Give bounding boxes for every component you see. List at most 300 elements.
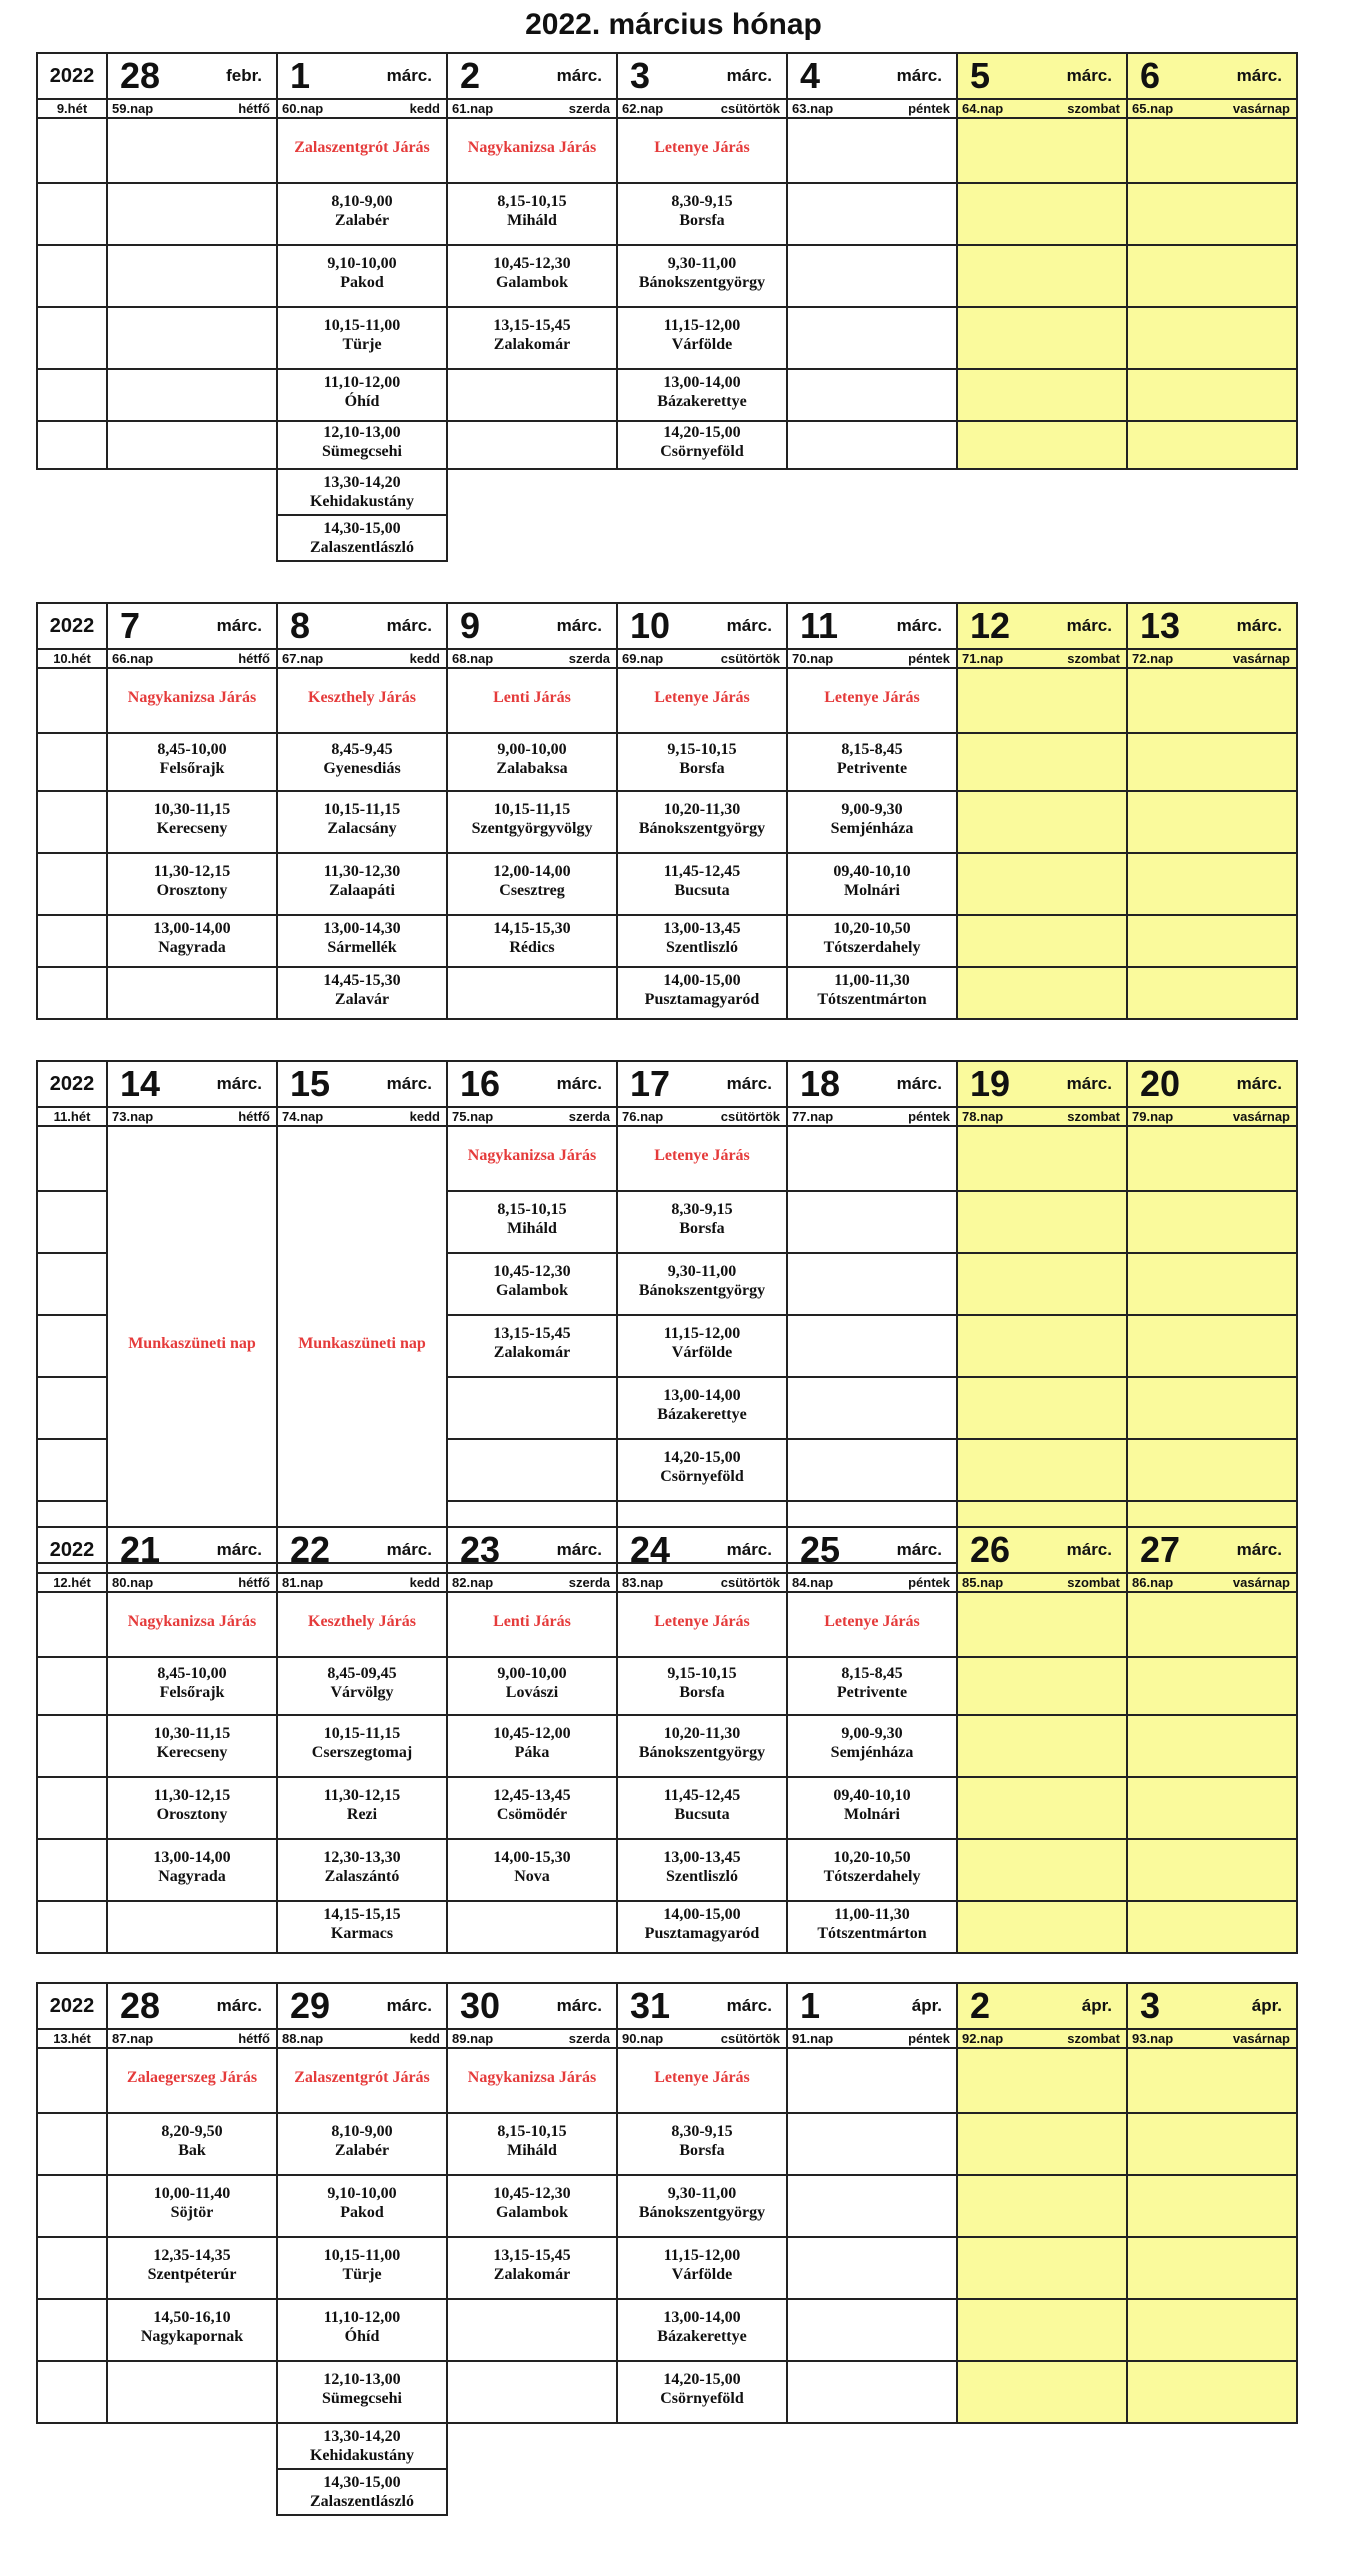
schedule-entry [618,1250,786,1312]
entry-place: Tótszerdahely [823,939,921,956]
year-label: 2022 [49,64,95,87]
entry-time: 11,30-12,15 [153,1787,231,1804]
schedule-entry [618,1836,786,1898]
weekday-name: szerda [568,2031,610,2046]
entry-time: 10,20-11,30 [663,1725,741,1742]
weekday-name: kedd [409,1109,440,1124]
entry-time: 11,30-12,15 [153,863,231,880]
day-month: márc. [896,616,942,635]
entry-place: Sármellék [327,939,397,956]
entry-place: Felsőrajk [159,1684,225,1701]
row-divider [1128,1500,1297,1502]
row-divider [38,182,107,184]
day-header [787,1527,957,1573]
day-cell [787,668,957,1019]
entry-place: Rédics [509,939,555,956]
entry-place: Várvölgy [330,1684,394,1701]
entry-place: Zalabaksa [496,760,568,777]
week-number: 10.hét [53,651,91,666]
entry-time: 13,00-13,45 [663,920,741,937]
entry-place: Borsfa [679,1684,725,1701]
row-divider [788,420,957,422]
day-number: 3 [1140,1985,1161,2026]
overflow-entries [276,2424,448,2516]
entry-time: 8,15-8,45 [841,741,903,758]
row-divider [958,1838,1127,1840]
schedule-entry [276,2422,448,2470]
year-label: 2022 [49,614,95,637]
year-label: 2022 [49,1072,95,1095]
weekday-name: vasárnap [1232,651,1290,666]
entry-time: 8,20-9,50 [161,2123,223,2140]
day-ordinal: 77.nap [792,1109,834,1124]
entry-time: 14,00-15,00 [663,972,741,989]
weekday-name: kedd [409,1575,440,1590]
day-number: 1 [800,1985,821,2026]
row-divider [788,1376,957,1378]
day-ordinal: 80.nap [112,1575,154,1590]
entry-time: 14,20-15,00 [663,1449,741,1466]
day-ordinal: 91.nap [792,2031,834,2046]
entry-place: Miháld [507,2142,557,2159]
weekday-name: péntek [908,1575,950,1590]
entry-time: 9,15-10,15 [667,1665,737,1682]
day-header [107,53,277,99]
entry-place: Zalaszentlászló [310,539,414,556]
row-divider [38,1376,107,1378]
entry-place: Semjénháza [830,820,914,837]
entry-place: Kerecseny [156,820,228,837]
schedule-entry [108,850,276,912]
day-subheader [108,2030,276,2047]
entry-place: Tótszerdahely [823,1868,921,1885]
day-month: febr. [226,66,262,85]
day-header [787,53,957,99]
day-cell [957,1592,1127,1953]
entry-place: Bánokszentgyörgy [638,820,766,837]
entry-time: 12,45-13,45 [493,1787,571,1804]
entry-place: Galambok [495,2204,568,2221]
entry-time: 10,15-11,15 [493,801,571,818]
district-label: Letenye Járás [654,2069,750,2086]
district-label: Zalaszentgrót Járás [294,139,430,156]
schedule-entry [618,788,786,850]
day-cell [617,118,787,469]
schedule-entry [448,1250,616,1312]
schedule-entry [108,1836,276,1898]
entry-place: Gyenesdiás [323,760,401,777]
day-cell [107,1126,277,1563]
entry-time: 9,10-10,00 [327,255,397,272]
entry-place: Zalabér [334,2142,390,2159]
entry-time: 10,20-10,50 [833,1849,911,1866]
district-label: Nagykanizsa Járás [467,139,597,156]
schedule-entry [448,2234,616,2296]
day-subheader [278,1574,446,1591]
week-number: 11.hét [53,1109,91,1124]
row-divider [1128,1314,1297,1316]
weekday-name: kedd [409,101,440,116]
entry-place: Borsfa [679,1220,725,1237]
district-label: Keszthely Járás [308,1613,416,1630]
entry-time: 14,15-15,30 [493,920,571,937]
row-divider [38,790,107,792]
entry-place: Sümegcsehi [322,2390,402,2407]
weekday-name: csütörtök [720,2031,780,2046]
schedule-entry [278,964,446,1016]
schedule-entry [278,1898,446,1950]
row-divider [1128,1714,1297,1716]
day-number: 20 [1140,1063,1181,1104]
day-month: márc. [726,1540,772,1559]
district-label: Letenye Járás [654,689,750,706]
row-divider [38,914,107,916]
entry-place: Bánokszentgyörgy [638,274,766,291]
day-header [957,53,1127,99]
day-header [447,1061,617,1107]
entry-place: Pakod [340,274,384,291]
row-divider [108,306,277,308]
entry-place: Bánokszentgyörgy [638,2204,766,2221]
day-header [957,1527,1127,1573]
day-cell [1127,1592,1297,1953]
week-table [36,1982,1298,2424]
row-divider [38,1438,107,1440]
entry-place: Tótszentmárton [817,991,927,1008]
week-table [36,1526,1298,1954]
day-cell [787,2048,957,2423]
day-number: 7 [120,605,141,646]
schedule-entry [278,788,446,850]
day-header [787,603,957,649]
entry-time: 9,30-11,00 [667,2185,737,2202]
row-divider [958,790,1127,792]
entry-time: 12,10-13,00 [323,424,401,441]
day-cell [957,1126,1127,1563]
row-divider [38,732,107,734]
week-side-cell [37,118,107,469]
day-number: 6 [1140,55,1161,96]
row-divider [788,1438,957,1440]
entry-place: Bázakerettye [657,2328,747,2345]
day-header [107,603,277,649]
day-cell [107,2048,277,2423]
day-ordinal: 92.nap [962,2031,1004,2046]
entry-time: 14,30-15,00 [323,520,401,537]
day-number: 13 [1140,605,1181,646]
day-header [787,1983,957,2029]
entry-time: 11,30-12,30 [323,863,401,880]
row-divider [958,732,1127,734]
weekday-name: szerda [568,1109,610,1124]
schedule-entry [788,964,956,1016]
row-divider [788,1500,957,1502]
row-divider [108,1900,277,1902]
row-divider [1128,2112,1297,2114]
day-month: márc. [556,1540,602,1559]
day-ordinal: 85.nap [962,1575,1004,1590]
weekday-name: szerda [568,101,610,116]
schedule-entry [618,964,786,1016]
row-divider [448,420,617,422]
row-divider [1128,2360,1297,2362]
district-label: Nagykanizsa Járás [127,1613,257,1630]
day-month: márc. [556,616,602,635]
entry-time: 13,00-14,00 [663,374,741,391]
entry-place: Zalavár [334,991,390,1008]
day-cell [617,668,787,1019]
entry-time: 13,15-15,45 [493,317,571,334]
day-cell [787,1592,957,1953]
row-divider [958,852,1127,854]
row-divider [1128,182,1297,184]
schedule-entry [278,912,446,964]
row-divider [1128,420,1297,422]
entry-time: 10,45-12,00 [493,1725,571,1742]
day-subheader [958,1574,1126,1591]
district-label: Lenti Járás [493,1613,571,1630]
row-divider [108,966,277,968]
row-divider [958,1656,1127,1658]
entry-place: Molnári [844,882,900,899]
row-divider [38,306,107,308]
day-subheader [108,650,276,667]
entry-time: 10,15-11,00 [323,317,401,334]
day-header [277,1061,447,1107]
entry-time: 11,15-12,00 [663,1325,741,1342]
schedule-entry [618,2296,786,2358]
entry-place: Óhíd [344,393,380,410]
holiday-label: Munkaszüneti nap [298,1334,426,1352]
entry-place: Petrivente [836,760,908,777]
day-month: márc. [896,1074,942,1093]
entry-time: 10,20-11,30 [663,801,741,818]
day-ordinal: 64.nap [962,101,1004,116]
overflow-entries [276,470,448,562]
schedule-entry [448,1188,616,1250]
day-ordinal: 78.nap [962,1109,1004,1124]
row-divider [448,1438,617,1440]
day-number: 1 [290,55,311,96]
entry-time: 13,00-13,45 [663,1849,741,1866]
day-number: 9 [460,605,481,646]
row-divider [958,1776,1127,1778]
entry-place: Zalaszentlászló [310,2493,414,2510]
row-divider [38,852,107,854]
row-divider [958,914,1127,916]
schedule-entry [276,468,448,516]
schedule-entry [278,850,446,912]
page-title: 2022. március hónap [525,8,822,41]
day-subheader [278,1108,446,1125]
day-cell [107,668,277,1019]
weekday-name: péntek [908,1109,950,1124]
day-header [1127,1527,1297,1573]
day-subheader [958,2030,1126,2047]
row-divider [788,1190,957,1192]
day-number: 21 [120,1529,161,1570]
weekday-name: hétfő [238,101,270,116]
day-number: 19 [970,1063,1011,1104]
schedule-entry [788,730,956,788]
entry-time: 9,00-9,30 [841,1725,903,1742]
weekday-name: csütörtök [720,1575,780,1590]
entry-place: Sümegcsehi [322,443,402,460]
day-cell [957,2048,1127,2423]
row-divider [1128,1376,1297,1378]
row-divider [448,368,617,370]
day-subheader [108,1574,276,1591]
day-header [617,1983,787,2029]
day-ordinal: 93.nap [1132,2031,1174,2046]
row-divider [1128,1900,1297,1902]
row-divider [38,1190,107,1192]
schedule-entry [618,1436,786,1498]
day-number: 27 [1140,1529,1181,1570]
row-divider [1128,1190,1297,1192]
day-ordinal: 87.nap [112,2031,154,2046]
row-divider [788,2174,957,2176]
day-subheader [788,100,956,117]
row-divider [448,1376,617,1378]
weekday-name: hétfő [238,1109,270,1124]
day-number: 18 [800,1063,841,1104]
weekday-name: szombat [1067,2031,1120,2046]
day-ordinal: 74.nap [282,1109,324,1124]
row-divider [1128,790,1297,792]
day-number: 28 [120,55,161,96]
entry-place: Szentliszló [666,1868,738,1885]
row-divider [958,2174,1127,2176]
schedule-entry [278,366,446,418]
day-number: 8 [290,605,311,646]
day-number: 23 [460,1529,501,1570]
entry-place: Várfölde [671,1344,733,1361]
schedule-entry [108,1654,276,1712]
schedule-entry [276,514,448,562]
row-divider [958,2112,1127,2114]
weekday-name: vasárnap [1232,101,1290,116]
day-number: 2 [970,1985,991,2026]
entry-place: Zalabér [334,212,390,229]
entry-place: Csesztreg [499,882,565,899]
row-divider [788,2298,957,2300]
day-header [277,603,447,649]
entry-time: 11,00-11,30 [834,1906,910,1923]
day-cell [1127,2048,1297,2423]
entry-place: Nagykapornak [140,2328,244,2345]
entry-time: 11,00-11,30 [834,972,910,989]
weekday-name: szerda [568,651,610,666]
day-header [277,53,447,99]
entry-time: 12,00-14,00 [493,863,571,880]
row-divider [38,2174,107,2176]
day-month: ápr. [1081,1996,1112,2015]
day-header [617,1527,787,1573]
row-divider [38,244,107,246]
day-month: márc. [1236,1540,1282,1559]
row-divider [958,966,1127,968]
entry-time: 12,10-13,00 [323,2371,401,2388]
row-divider [448,2360,617,2362]
district-label: Zalaszentgrót Járás [294,2069,430,2086]
row-divider [958,2360,1127,2362]
day-header [1127,603,1297,649]
schedule-entry [618,1374,786,1436]
day-ordinal: 69.nap [622,651,664,666]
row-divider [958,420,1127,422]
schedule-entry [278,1836,446,1898]
day-number: 26 [970,1529,1011,1570]
entry-time: 9,00-10,00 [497,1665,567,1682]
day-number: 2 [460,55,481,96]
day-cell [1127,1126,1297,1563]
entry-time: 13,00-14,00 [153,1849,231,1866]
day-header [447,1527,617,1573]
district-label: Nagykanizsa Járás [127,689,257,706]
entry-place: Zalaapáti [329,882,395,899]
entry-time: 8,45-9,45 [331,741,393,758]
day-cell [787,1126,957,1563]
entry-place: Kerecseny [156,1744,228,1761]
district-label: Letenye Járás [654,139,750,156]
row-divider [448,1900,617,1902]
day-subheader [1128,650,1296,667]
entry-place: Türje [342,336,382,353]
day-subheader [958,650,1126,667]
row-divider [38,368,107,370]
row-divider [108,182,277,184]
schedule-entry [108,730,276,788]
row-divider [958,1314,1127,1316]
schedule-entry [108,2296,276,2358]
entry-time: 8,30-9,15 [671,1201,733,1218]
day-ordinal: 71.nap [962,651,1004,666]
day-number: 17 [630,1063,671,1104]
row-divider [448,2298,617,2300]
weekday-name: vasárnap [1232,2031,1290,2046]
district-label: Letenye Járás [654,1613,750,1630]
day-subheader [1128,100,1296,117]
district-label: Lenti Járás [493,689,571,706]
entry-place: Orosztony [156,1806,228,1823]
day-month: márc. [1066,1074,1112,1093]
schedule-entry [788,1898,956,1950]
day-subheader [448,1108,616,1125]
entry-time: 14,00-15,30 [493,1849,571,1866]
day-subheader [618,1574,786,1591]
day-cell [277,2048,447,2423]
row-divider [788,368,957,370]
entry-place: Petrivente [836,1684,908,1701]
weekday-name: szombat [1067,651,1120,666]
row-divider [38,420,107,422]
entry-time: 10,20-10,50 [833,920,911,937]
day-header [617,53,787,99]
entry-place: Borsfa [679,212,725,229]
day-ordinal: 67.nap [282,651,324,666]
row-divider [1128,1252,1297,1254]
weekday-name: vasárnap [1232,1575,1290,1590]
entry-time: 11,10-12,00 [323,374,401,391]
day-header [107,1061,277,1107]
row-divider [1128,914,1297,916]
day-subheader [788,2030,956,2047]
district-label: Letenye Járás [654,1147,750,1164]
week-table [36,52,1298,470]
district-label: Keszthely Járás [308,689,416,706]
entry-place: Várfölde [671,2266,733,2283]
